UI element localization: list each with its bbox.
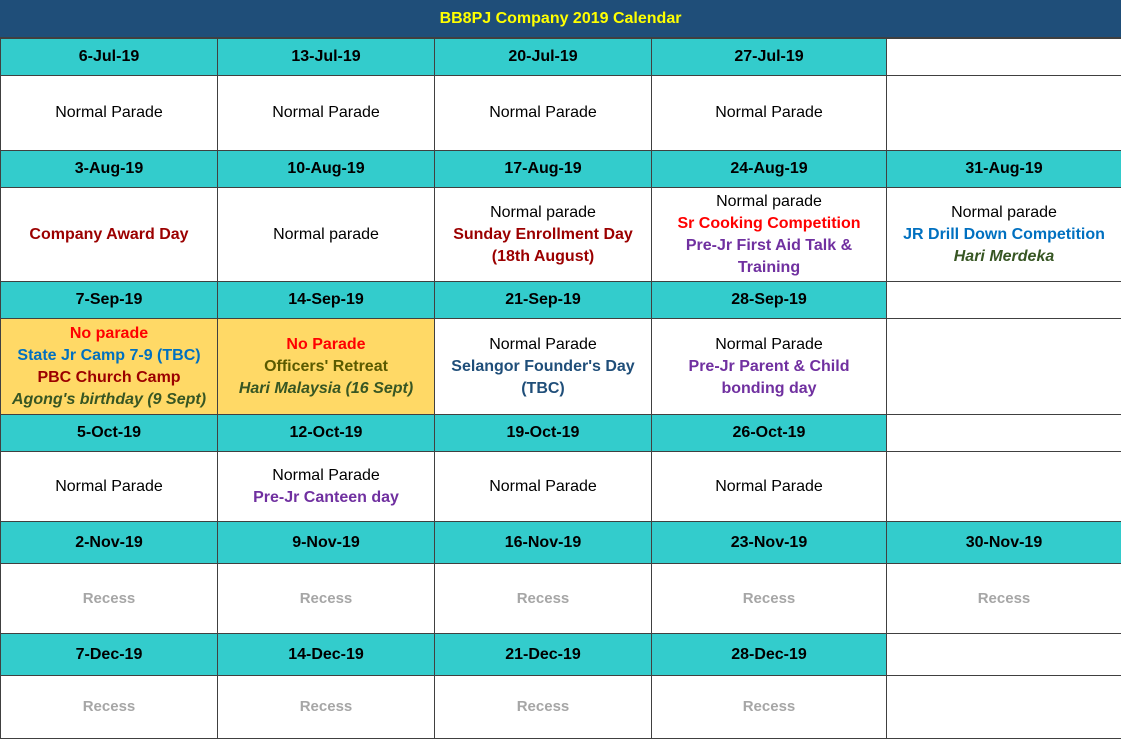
event-cell[interactable] xyxy=(652,188,887,282)
event-cell[interactable] xyxy=(1,564,218,634)
event-text: State Jr Camp 7-9 (TBC) xyxy=(3,345,215,367)
date-cell[interactable]: 7-Dec-19 xyxy=(1,634,218,676)
date-cell[interactable]: 12-Oct-19 xyxy=(218,415,435,452)
date-cell[interactable]: 21-Dec-19 xyxy=(435,634,652,676)
date-cell[interactable]: 2-Nov-19 xyxy=(1,522,218,564)
recess-label: Recess xyxy=(437,696,649,718)
empty-event-cell[interactable] xyxy=(887,76,1121,151)
date-cell[interactable]: 14-Sep-19 xyxy=(218,282,435,319)
event-text: Normal Parade xyxy=(654,476,884,498)
date-row xyxy=(1,415,1121,452)
date-row xyxy=(1,522,1121,564)
event-text: Normal Parade xyxy=(654,334,884,356)
event-cell[interactable] xyxy=(435,452,652,522)
event-text: Normal parade xyxy=(654,191,884,213)
event-text: bonding day xyxy=(654,378,884,400)
event-row xyxy=(1,76,1121,151)
event-cell[interactable] xyxy=(218,676,435,739)
event-cell[interactable] xyxy=(1,676,218,739)
date-row xyxy=(1,39,1121,76)
date-cell[interactable]: 17-Aug-19 xyxy=(435,151,652,188)
event-text: Hari Merdeka xyxy=(889,246,1119,268)
event-cell[interactable] xyxy=(1,319,218,415)
event-row xyxy=(1,188,1121,282)
event-cell[interactable] xyxy=(435,319,652,415)
recess-label: Recess xyxy=(3,588,215,610)
date-cell[interactable]: 20-Jul-19 xyxy=(435,39,652,76)
date-cell[interactable]: 9-Nov-19 xyxy=(218,522,435,564)
event-row xyxy=(1,676,1121,739)
empty-event-cell[interactable] xyxy=(887,319,1121,415)
event-text: Normal Parade xyxy=(654,102,884,124)
date-cell[interactable]: 10-Aug-19 xyxy=(218,151,435,188)
event-cell[interactable] xyxy=(435,676,652,739)
event-text: Pre-Jr First Aid Talk & xyxy=(654,235,884,257)
event-cell[interactable] xyxy=(652,452,887,522)
event-text: Officers' Retreat xyxy=(220,356,432,378)
event-cell[interactable] xyxy=(1,188,218,282)
event-cell[interactable] xyxy=(218,452,435,522)
calendar-grid xyxy=(0,38,1121,739)
event-text: JR Drill Down Competition xyxy=(889,224,1119,246)
recess-label: Recess xyxy=(220,588,432,610)
empty-event-cell[interactable] xyxy=(887,676,1121,739)
date-cell[interactable]: 19-Oct-19 xyxy=(435,415,652,452)
event-row xyxy=(1,319,1121,415)
date-cell[interactable]: 21-Sep-19 xyxy=(435,282,652,319)
recess-label: Recess xyxy=(654,696,884,718)
event-text: Training xyxy=(654,257,884,279)
event-text: No Parade xyxy=(220,334,432,356)
event-cell[interactable] xyxy=(652,676,887,739)
event-cell[interactable] xyxy=(218,76,435,151)
event-text: Normal Parade xyxy=(3,102,215,124)
event-text: Normal Parade xyxy=(3,476,215,498)
date-row xyxy=(1,634,1121,676)
date-cell[interactable]: 24-Aug-19 xyxy=(652,151,887,188)
event-text: Pre-Jr Parent & Child xyxy=(654,356,884,378)
event-cell[interactable] xyxy=(652,76,887,151)
event-text: PBC Church Camp xyxy=(3,367,215,389)
date-cell[interactable]: 6-Jul-19 xyxy=(1,39,218,76)
event-cell[interactable] xyxy=(435,76,652,151)
recess-label: Recess xyxy=(220,696,432,718)
event-cell[interactable] xyxy=(652,564,887,634)
recess-label: Recess xyxy=(3,696,215,718)
empty-date-cell[interactable] xyxy=(887,282,1121,319)
event-text: Normal parade xyxy=(437,202,649,224)
date-cell[interactable]: 13-Jul-19 xyxy=(218,39,435,76)
event-text: Agong's birthday (9 Sept) xyxy=(3,389,215,411)
date-row xyxy=(1,151,1121,188)
event-cell[interactable] xyxy=(1,452,218,522)
empty-date-cell[interactable] xyxy=(887,39,1121,76)
event-text: Normal parade xyxy=(220,224,432,246)
date-cell[interactable]: 3-Aug-19 xyxy=(1,151,218,188)
recess-label: Recess xyxy=(654,588,884,610)
event-cell[interactable] xyxy=(435,188,652,282)
event-cell[interactable] xyxy=(218,319,435,415)
empty-event-cell[interactable] xyxy=(887,452,1121,522)
date-cell[interactable]: 28-Dec-19 xyxy=(652,634,887,676)
date-cell[interactable]: 27-Jul-19 xyxy=(652,39,887,76)
event-cell[interactable] xyxy=(652,319,887,415)
recess-label: Recess xyxy=(889,588,1119,610)
empty-date-cell[interactable] xyxy=(887,634,1121,676)
event-cell[interactable] xyxy=(887,564,1121,634)
event-row xyxy=(1,452,1121,522)
date-cell[interactable]: 7-Sep-19 xyxy=(1,282,218,319)
date-cell[interactable]: 14-Dec-19 xyxy=(218,634,435,676)
date-row xyxy=(1,282,1121,319)
date-cell[interactable]: 26-Oct-19 xyxy=(652,415,887,452)
event-text: Pre-Jr Canteen day xyxy=(220,487,432,509)
event-text: (18th August) xyxy=(437,246,649,268)
event-text: Normal Parade xyxy=(437,476,649,498)
event-text: Normal Parade xyxy=(437,334,649,356)
event-text: Normal parade xyxy=(889,202,1119,224)
event-cell[interactable] xyxy=(1,76,218,151)
event-cell[interactable] xyxy=(887,188,1121,282)
event-cell[interactable] xyxy=(218,188,435,282)
date-cell[interactable]: 30-Nov-19 xyxy=(887,522,1121,564)
event-text: (TBC) xyxy=(437,378,649,400)
event-text: Normal Parade xyxy=(437,102,649,124)
recess-label: Recess xyxy=(437,588,649,610)
event-text: Sunday Enrollment Day xyxy=(437,224,649,246)
date-cell[interactable]: 28-Sep-19 xyxy=(652,282,887,319)
event-text: Sr Cooking Competition xyxy=(654,213,884,235)
date-cell[interactable]: 16-Nov-19 xyxy=(435,522,652,564)
event-text: Company Award Day xyxy=(3,224,215,246)
calendar-title[interactable]: BB8PJ Company 2019 Calendar xyxy=(0,0,1121,38)
event-text: No parade xyxy=(3,323,215,345)
date-cell[interactable]: 31-Aug-19 xyxy=(887,151,1121,188)
date-cell[interactable]: 5-Oct-19 xyxy=(1,415,218,452)
event-cell[interactable] xyxy=(435,564,652,634)
event-row xyxy=(1,564,1121,634)
empty-date-cell[interactable] xyxy=(887,415,1121,452)
event-text: Normal Parade xyxy=(220,102,432,124)
event-text: Normal Parade xyxy=(220,465,432,487)
event-text: Selangor Founder's Day xyxy=(437,356,649,378)
date-cell[interactable]: 23-Nov-19 xyxy=(652,522,887,564)
event-cell[interactable] xyxy=(218,564,435,634)
event-text: Hari Malaysia (16 Sept) xyxy=(220,378,432,400)
